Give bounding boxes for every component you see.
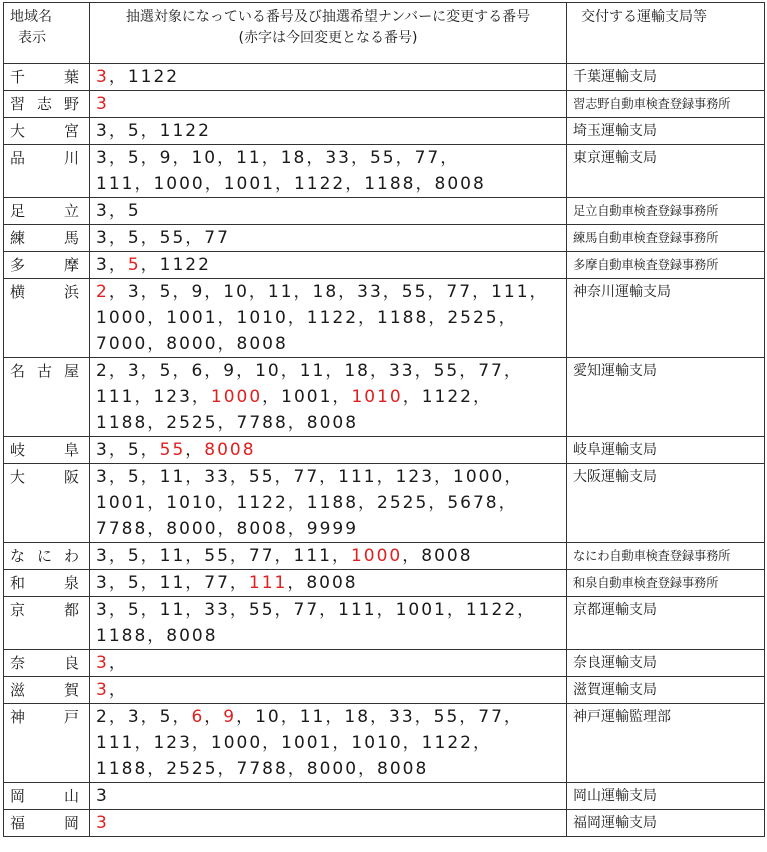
area-name bbox=[10, 279, 83, 305]
office-name: 神戸運輸監理部 bbox=[573, 709, 671, 725]
numbers-line bbox=[96, 756, 560, 782]
area-name-char: 習 bbox=[10, 95, 26, 113]
area-name bbox=[10, 597, 83, 623]
numbers-cell bbox=[90, 650, 567, 677]
numbers-cell bbox=[90, 91, 567, 118]
area-name-char: 横 bbox=[10, 283, 26, 301]
area-name-char: 浜 bbox=[63, 283, 79, 301]
area-name bbox=[10, 145, 83, 171]
number-text: ，8008 bbox=[287, 573, 358, 593]
numbers-line bbox=[96, 410, 560, 436]
changed-number: 1000 bbox=[350, 546, 403, 566]
numbers-line bbox=[96, 623, 560, 649]
area-name-char: 千 bbox=[10, 68, 26, 86]
area-name bbox=[10, 252, 83, 278]
office-cell bbox=[567, 677, 765, 704]
numbers-line bbox=[96, 704, 560, 730]
numbers-cell bbox=[90, 198, 567, 225]
area-name-cell bbox=[4, 91, 90, 118]
office-cell bbox=[567, 650, 765, 677]
area-name bbox=[10, 704, 83, 730]
area-name-char: 宮 bbox=[63, 122, 79, 140]
numbers-cell bbox=[90, 464, 567, 543]
table-row bbox=[4, 437, 765, 464]
area-name-char: 葉 bbox=[63, 68, 79, 86]
area-name-char: 品 bbox=[10, 149, 26, 167]
numbers-line bbox=[96, 118, 560, 144]
area-name bbox=[10, 783, 83, 809]
area-name-char: 福 bbox=[10, 814, 26, 832]
changed-number: 8008 bbox=[204, 440, 256, 460]
area-name-char: 泉 bbox=[63, 574, 79, 592]
numbers-cell bbox=[90, 570, 567, 597]
changed-number: 111 bbox=[248, 573, 288, 593]
plate-number-table bbox=[3, 2, 765, 837]
office-cell bbox=[567, 198, 765, 225]
area-name bbox=[10, 543, 83, 569]
office-name: 練馬自動車検査登録事務所 bbox=[573, 231, 719, 245]
area-name-char: 屋 bbox=[63, 362, 79, 380]
numbers-line bbox=[96, 305, 560, 331]
office-cell bbox=[567, 570, 765, 597]
numbers-cell bbox=[90, 358, 567, 437]
area-name bbox=[10, 118, 83, 144]
area-name-cell bbox=[4, 704, 90, 783]
area-name-char: 都 bbox=[63, 601, 79, 619]
office-name: 習志野自動車検査登録事務所 bbox=[573, 97, 731, 111]
number-text: 7788，8000，8008，9999 bbox=[96, 519, 359, 539]
number-text: ， bbox=[185, 440, 205, 460]
table-row bbox=[4, 145, 765, 198]
number-text: 3，5，1122 bbox=[96, 121, 211, 141]
number-text: 1188，8008 bbox=[96, 626, 218, 646]
table-row bbox=[4, 252, 765, 279]
number-text: 3，5，11，55，77，111， bbox=[96, 546, 351, 566]
table-row bbox=[4, 279, 765, 358]
area-name-char: 奈 bbox=[10, 654, 26, 672]
numbers-cell bbox=[90, 810, 567, 837]
table-row bbox=[4, 91, 765, 118]
area-name-char: 立 bbox=[63, 202, 79, 220]
area-name-cell bbox=[4, 464, 90, 543]
numbers-line bbox=[96, 810, 560, 836]
area-name-cell bbox=[4, 145, 90, 198]
area-name bbox=[10, 91, 83, 117]
number-text: 3， bbox=[96, 255, 128, 275]
office-name: 京都運輸支局 bbox=[573, 602, 657, 618]
changed-number: 1010 bbox=[351, 387, 403, 407]
office-cell bbox=[567, 543, 765, 570]
office-cell bbox=[567, 704, 765, 783]
table-row bbox=[4, 704, 765, 783]
area-name-cell bbox=[4, 677, 90, 704]
table-row bbox=[4, 464, 765, 543]
number-text: 3，5， bbox=[96, 440, 160, 460]
numbers-line bbox=[96, 437, 560, 463]
area-name-char: 神 bbox=[10, 708, 26, 726]
table-row bbox=[4, 358, 765, 437]
area-name-cell bbox=[4, 650, 90, 677]
header-office-label: 交付する運輸支局等 bbox=[581, 9, 707, 25]
area-name-cell bbox=[4, 437, 90, 464]
number-text: ，1122 bbox=[140, 255, 211, 275]
number-text: 111，123，1000，1001，1010，1122， bbox=[96, 733, 492, 753]
area-name-cell bbox=[4, 810, 90, 837]
office-name: 足立自動車検査登録事務所 bbox=[573, 204, 719, 218]
office-name: 東京運輸支局 bbox=[573, 150, 657, 166]
office-cell bbox=[567, 64, 765, 91]
numbers-line bbox=[96, 64, 560, 90]
area-name-char: 岡 bbox=[10, 787, 26, 805]
numbers-line bbox=[96, 331, 560, 357]
office-name: 神奈川運輸支局 bbox=[573, 284, 671, 300]
numbers-cell bbox=[90, 225, 567, 252]
office-cell bbox=[567, 145, 765, 198]
numbers-line bbox=[96, 490, 560, 516]
area-name bbox=[10, 677, 83, 703]
area-name-char: 岐 bbox=[10, 441, 26, 459]
area-name-char: 多 bbox=[10, 256, 26, 274]
table-row bbox=[4, 543, 765, 570]
area-name bbox=[10, 198, 83, 224]
office-cell bbox=[567, 437, 765, 464]
area-name-char: 摩 bbox=[63, 256, 79, 274]
number-text: 1001，1010，1122，1188，2525，5678， bbox=[96, 493, 518, 513]
office-name: 和泉自動車検査登録事務所 bbox=[573, 576, 719, 590]
area-name-cell bbox=[4, 252, 90, 279]
changed-number: 6 bbox=[191, 707, 205, 727]
number-text: 1188，2525，7788，8000，8008 bbox=[96, 759, 429, 779]
numbers-cell bbox=[90, 252, 567, 279]
numbers-line bbox=[96, 279, 560, 305]
office-cell bbox=[567, 252, 765, 279]
table-row bbox=[4, 570, 765, 597]
table-header-row bbox=[4, 3, 765, 64]
area-name-cell bbox=[4, 225, 90, 252]
table-row bbox=[4, 783, 765, 810]
header-area-line1: 地域名 bbox=[10, 9, 52, 25]
office-name: 千葉運輸支局 bbox=[573, 69, 657, 85]
numbers-cell bbox=[90, 118, 567, 145]
area-name-char: 岡 bbox=[63, 814, 79, 832]
area-name-char: 阜 bbox=[63, 441, 79, 459]
area-name-char: 賀 bbox=[63, 681, 79, 699]
area-name bbox=[10, 570, 83, 596]
numbers-line bbox=[96, 145, 560, 171]
header-numbers-line1: 抽選対象になっている番号及び抽選希望ナンバーに変更する番号 bbox=[125, 9, 531, 25]
area-name bbox=[10, 810, 83, 836]
numbers-line bbox=[96, 171, 560, 197]
header-area-line2: 表示 bbox=[18, 30, 46, 46]
numbers-cell bbox=[90, 783, 567, 810]
number-text: ，1001， bbox=[262, 387, 352, 407]
area-name-char: 足 bbox=[10, 202, 26, 220]
area-name-cell bbox=[4, 64, 90, 91]
office-name: 埼玉運輸支局 bbox=[573, 123, 657, 139]
office-cell bbox=[567, 358, 765, 437]
numbers-line bbox=[96, 570, 560, 596]
area-name-char: に bbox=[36, 547, 52, 565]
area-name-cell bbox=[4, 358, 90, 437]
area-name-char: 志 bbox=[36, 95, 52, 113]
office-cell bbox=[567, 810, 765, 837]
area-name-char: 名 bbox=[10, 362, 26, 380]
office-name: 岡山運輸支局 bbox=[573, 788, 657, 804]
changed-number: 3 bbox=[96, 680, 109, 700]
changed-number: 3 bbox=[96, 813, 109, 833]
area-name-cell bbox=[4, 783, 90, 810]
area-name-cell bbox=[4, 198, 90, 225]
number-text: 1000，1001，1010，1122，1188，2525， bbox=[96, 308, 518, 328]
number-text: ，10，11，18，33，55，77， bbox=[236, 707, 523, 727]
number-text: ，1122， bbox=[402, 387, 492, 407]
numbers-line bbox=[96, 677, 560, 703]
area-name-char: 古 bbox=[36, 362, 52, 380]
area-name bbox=[10, 225, 83, 251]
table-row bbox=[4, 198, 765, 225]
office-name: 岐阜運輸支局 bbox=[573, 442, 657, 458]
area-name-char: 大 bbox=[10, 468, 26, 486]
numbers-cell bbox=[90, 279, 567, 358]
area-name bbox=[10, 358, 83, 384]
area-name-char: 馬 bbox=[63, 229, 79, 247]
numbers-line bbox=[96, 225, 560, 251]
changed-number: 1000 bbox=[210, 387, 263, 407]
office-cell bbox=[567, 225, 765, 252]
numbers-line bbox=[96, 384, 560, 410]
numbers-line bbox=[96, 252, 560, 278]
office-cell bbox=[567, 783, 765, 810]
number-text: 3 bbox=[96, 786, 109, 806]
numbers-cell bbox=[90, 704, 567, 783]
numbers-cell bbox=[90, 145, 567, 198]
table-row bbox=[4, 64, 765, 91]
numbers-line bbox=[96, 650, 560, 676]
office-cell bbox=[567, 464, 765, 543]
area-name-char: 戸 bbox=[63, 708, 79, 726]
office-cell bbox=[567, 91, 765, 118]
number-text: 3，5，9，10，11，18，33，55，77， bbox=[96, 148, 460, 168]
area-name-cell bbox=[4, 279, 90, 358]
table-row bbox=[4, 118, 765, 145]
number-text: ， bbox=[204, 707, 224, 727]
office-name: 奈良運輸支局 bbox=[573, 655, 657, 671]
numbers-cell bbox=[90, 677, 567, 704]
area-name bbox=[10, 650, 83, 676]
area-name-char: 練 bbox=[10, 229, 26, 247]
area-name bbox=[10, 464, 83, 490]
area-name-cell bbox=[4, 597, 90, 650]
number-text: 111，123， bbox=[96, 387, 211, 407]
numbers-cell bbox=[90, 597, 567, 650]
numbers-line bbox=[96, 783, 560, 809]
number-text: ，1122 bbox=[108, 67, 180, 87]
changed-number: 9 bbox=[223, 707, 237, 727]
numbers-line bbox=[96, 464, 560, 490]
number-text: 3，5 bbox=[96, 201, 141, 221]
area-name-char: 阪 bbox=[63, 468, 79, 486]
table-row bbox=[4, 650, 765, 677]
header-numbers bbox=[90, 3, 567, 64]
header-office bbox=[567, 3, 765, 64]
area-name-char: 和 bbox=[10, 574, 26, 592]
number-text: ，3，5，9，10，11，18，33，55，77，111， bbox=[108, 282, 549, 302]
number-text: ，8008 bbox=[402, 546, 473, 566]
area-name-char: 川 bbox=[63, 149, 79, 167]
office-name: なにわ自動車検査登録事務所 bbox=[573, 549, 731, 563]
area-name-char: な bbox=[10, 547, 26, 565]
number-text: 3，5，11，77， bbox=[96, 573, 249, 593]
numbers-line bbox=[96, 597, 560, 623]
changed-number: 5 bbox=[127, 255, 141, 275]
changed-number: 3 bbox=[96, 67, 109, 87]
office-name: 大阪運輸支局 bbox=[573, 469, 657, 485]
table-row bbox=[4, 597, 765, 650]
area-name-char: わ bbox=[63, 547, 79, 565]
table-row bbox=[4, 677, 765, 704]
area-name-cell bbox=[4, 118, 90, 145]
area-name-char: 京 bbox=[10, 601, 26, 619]
office-cell bbox=[567, 279, 765, 358]
numbers-line bbox=[96, 198, 560, 224]
number-text: 111，1000，1001，1122，1188，8008 bbox=[96, 174, 486, 194]
numbers-line bbox=[96, 730, 560, 756]
numbers-cell bbox=[90, 64, 567, 91]
number-text: 1188，2525，7788，8008 bbox=[96, 413, 359, 433]
area-name-char: 野 bbox=[63, 95, 79, 113]
area-name-cell bbox=[4, 543, 90, 570]
numbers-line bbox=[96, 91, 560, 117]
changed-number: 2 bbox=[96, 282, 109, 302]
office-name: 滋賀運輸支局 bbox=[573, 682, 657, 698]
area-name-char: 大 bbox=[10, 122, 26, 140]
number-text: 3，5，55，77 bbox=[96, 228, 230, 248]
header-numbers-note: (赤字は今回変更となる番号) bbox=[238, 30, 418, 46]
numbers-line bbox=[96, 543, 560, 569]
office-cell bbox=[567, 118, 765, 145]
office-cell bbox=[567, 597, 765, 650]
number-text: 3，5，11，33，55，77，111，123，1000， bbox=[96, 467, 524, 487]
numbers-line bbox=[96, 358, 560, 384]
area-name-char: 山 bbox=[63, 787, 79, 805]
area-name-char: 滋 bbox=[10, 681, 26, 699]
numbers-cell bbox=[90, 437, 567, 464]
area-name-cell bbox=[4, 570, 90, 597]
numbers-cell bbox=[90, 543, 567, 570]
number-text: 2，3，5， bbox=[96, 707, 192, 727]
table-row bbox=[4, 810, 765, 837]
number-text: 3，5，11，33，55，77，111，1001，1122， bbox=[96, 600, 537, 620]
number-text: ， bbox=[108, 653, 128, 673]
office-name: 愛知運輸支局 bbox=[573, 363, 657, 379]
numbers-line bbox=[96, 516, 560, 542]
number-text: 2，3，5，6，9，10，11，18，33，55，77， bbox=[96, 361, 523, 381]
changed-number: 3 bbox=[96, 94, 109, 114]
area-name bbox=[10, 437, 83, 463]
changed-number: 3 bbox=[96, 653, 109, 673]
area-name bbox=[10, 64, 83, 90]
office-name: 福岡運輸支局 bbox=[573, 815, 657, 831]
area-name-char: 良 bbox=[63, 654, 79, 672]
changed-number: 55 bbox=[159, 440, 186, 460]
header-area-name bbox=[4, 3, 90, 64]
number-text: 7000，8000，8008 bbox=[96, 334, 288, 354]
number-text: ， bbox=[108, 680, 128, 700]
table-row bbox=[4, 225, 765, 252]
office-name: 多摩自動車検査登録事務所 bbox=[573, 258, 719, 272]
